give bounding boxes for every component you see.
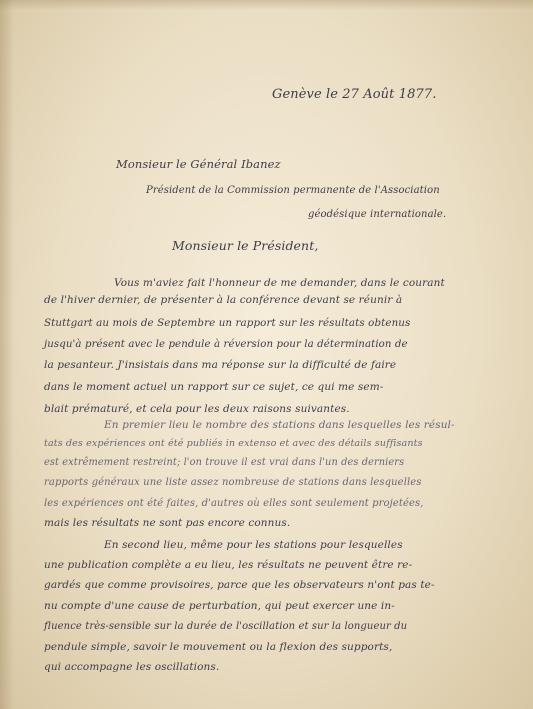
body-line-9: tats des expériences ont été publiés in extenso et avec des détails suffisants — [44, 438, 423, 449]
addressee-title-continued: géodésique internationale. — [308, 209, 447, 220]
body-line-1: Vous m'aviez fait l'honneur de me demander, dans le courant — [114, 277, 445, 289]
paper-edge-shadow-top — [0, 0, 533, 10]
body-line-12: les expériences ont été faites, d'autres où elles sont seulement projetées, — [44, 498, 424, 509]
addressee-title: Président de la Commission permanente de l'Association — [146, 185, 440, 196]
body-line-18: fluence très-sensible sur la durée de l'oscillation et sur la longueur du — [44, 621, 408, 632]
body-line-5: la pesanteur. J'insistais dans ma réponse sur la difficulté de faire — [44, 359, 397, 371]
letter-date: Genève le 27 Août 1877. — [272, 87, 437, 102]
body-line-14: En second lieu, même pour les stations pour lesquelles — [104, 539, 403, 551]
body-line-20: qui accompagne les oscillations. — [44, 661, 220, 673]
body-line-4: jusqu'à présent avec le pendule à réversion pour la détermination de — [44, 339, 408, 350]
body-line-19: pendule simple, savoir le mouvement ou la flexion des supports, — [44, 641, 393, 653]
body-line-6: dans le moment actuel un rapport sur ce sujet, ce qui me sem- — [44, 381, 384, 393]
body-line-13: mais les résultats ne sont pas encore connus. — [44, 517, 291, 529]
body-line-7: blait prématuré, et cela pour les deux raisons suivantes. — [44, 403, 350, 415]
salutation: Monsieur le Président, — [172, 238, 319, 253]
addressee-name: Monsieur le Général Ibanez — [116, 157, 281, 171]
body-line-11: rapports généraux une liste assez nombreuse de stations dans lesquelles — [44, 477, 422, 488]
body-line-2: de l'hiver dernier, de présenter à la conférence devant se réunir à — [44, 294, 403, 306]
body-line-15: une publication complète a eu lieu, les résultats ne peuvent être re- — [44, 559, 413, 571]
paper-edge-shadow-left — [0, 0, 14, 709]
body-line-16: gardés que comme provisoires, parce que les observateurs n'ont pas te- — [44, 579, 435, 591]
body-line-10: est extrêmement restreint; l'on trouve il est vrai dans l'un des derniers — [44, 457, 405, 468]
body-line-17: nu compte d'une cause de perturbation, qui peut exercer une in- — [44, 600, 395, 612]
body-line-8: En premier lieu le nombre des stations dans lesquelles les résul- — [104, 419, 455, 431]
body-line-3: Stuttgart au mois de Septembre un rapport sur les résultats obtenus — [44, 317, 411, 329]
